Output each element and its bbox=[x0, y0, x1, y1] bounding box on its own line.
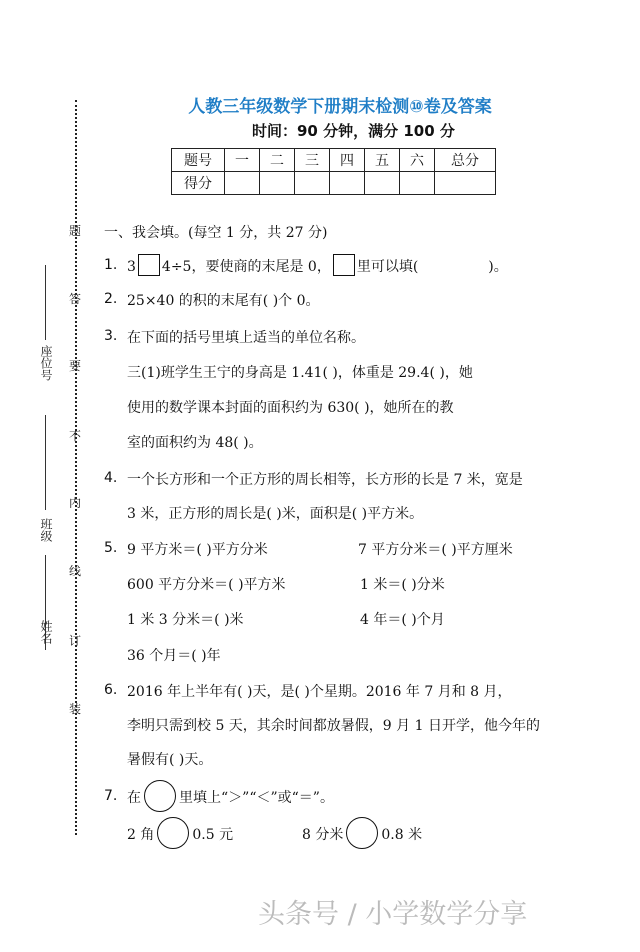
table-cell: 得分 bbox=[172, 172, 225, 195]
question-7-intro bbox=[127, 780, 334, 812]
table-cell: 一 bbox=[225, 149, 260, 172]
table-cell: 五 bbox=[365, 149, 400, 172]
question-2-text: 25×40 的积的末尾有( )个 0。 bbox=[127, 293, 320, 309]
question-4-line: 3 米，正方形的周长是( )米，面积是( )平方米。 bbox=[127, 506, 424, 522]
watermark: 头条号 / 小学数学分享 bbox=[258, 899, 528, 930]
question-number: 3. bbox=[104, 328, 118, 344]
binding-dotted-line bbox=[75, 100, 77, 835]
answer-circle[interactable] bbox=[157, 817, 189, 849]
question-number: 6. bbox=[104, 682, 118, 698]
seat-number-label: 座位号 bbox=[39, 345, 53, 381]
exam-title: 人教三年级数学下册期末检测⑩卷及答案 bbox=[188, 97, 492, 117]
answer-circle[interactable] bbox=[346, 817, 378, 849]
question-6-line: 暑假有( )天。 bbox=[127, 752, 213, 768]
score-input-cell[interactable] bbox=[365, 172, 400, 195]
score-input-cell[interactable] bbox=[435, 172, 496, 195]
q1-text-b: 4÷5，要使商的末尾是 0， bbox=[161, 259, 331, 275]
score-input-cell[interactable] bbox=[295, 172, 330, 195]
binding-char: 订 bbox=[69, 634, 82, 648]
binding-char: 不 bbox=[69, 429, 82, 443]
binding-char: 线 bbox=[69, 564, 82, 578]
conversion-item: 600 平方分米＝( )平方米 bbox=[127, 577, 286, 593]
table-cell: 题号 bbox=[172, 149, 225, 172]
conversion-item: 36 个月＝( )年 bbox=[127, 648, 221, 664]
score-input-cell[interactable] bbox=[330, 172, 365, 195]
question-3-line: 三(1)班学生王宁的身高是 1.41( )，体重是 29.4( )，她 bbox=[127, 365, 473, 381]
compare-right-b: 0.8 米 bbox=[381, 827, 423, 843]
q1-text-c: 里可以填( bbox=[356, 259, 419, 275]
q7-intro-a: 在 bbox=[127, 790, 141, 806]
question-1 bbox=[127, 254, 508, 276]
compare-left-b: 0.5 元 bbox=[192, 827, 234, 843]
question-6-line: 李明只需到校 5 天，其余时间都放暑假，9 月 1 日开学，他今年的 bbox=[127, 718, 540, 734]
compare-right-a: 8 分米 bbox=[302, 827, 344, 843]
question-number: 2. bbox=[104, 291, 118, 307]
score-table bbox=[171, 148, 496, 195]
question-number: 1. bbox=[104, 257, 118, 273]
name-label: 姓名 bbox=[39, 620, 53, 644]
compare-item-right bbox=[302, 817, 422, 849]
class-label: 班级 bbox=[39, 518, 53, 542]
question-3-line: 使用的数学课本封面的面积约为 630( )，她所在的教 bbox=[127, 400, 454, 416]
table-cell: 六 bbox=[400, 149, 435, 172]
conversion-item: 1 米 3 分米＝( )米 bbox=[127, 612, 244, 628]
score-input-cell[interactable] bbox=[260, 172, 295, 195]
conversion-item: 1 米＝( )分米 bbox=[360, 577, 445, 593]
score-table-score-row bbox=[172, 172, 496, 195]
conversion-item: 4 年＝( )个月 bbox=[360, 612, 445, 628]
seat-number-blank[interactable] bbox=[45, 265, 46, 340]
score-input-cell[interactable] bbox=[400, 172, 435, 195]
score-input-cell[interactable] bbox=[225, 172, 260, 195]
compare-item-left bbox=[127, 817, 233, 849]
binding-char: 题 bbox=[69, 224, 82, 238]
table-cell: 四 bbox=[330, 149, 365, 172]
table-cell: 二 bbox=[260, 149, 295, 172]
compare-left-a: 2 角 bbox=[127, 827, 155, 843]
question-4-line: 一个长方形和一个正方形的周长相等，长方形的长是 7 米，宽是 bbox=[127, 472, 523, 488]
binding-char: 装 bbox=[69, 702, 82, 716]
table-cell: 三 bbox=[295, 149, 330, 172]
question-6-line: 2016 年上半年有( )天，是( )个星期。2016 年 7 月和 8 月， bbox=[127, 684, 512, 700]
table-cell: 总分 bbox=[435, 149, 496, 172]
answer-box[interactable] bbox=[138, 254, 160, 276]
question-3-intro: 在下面的括号里填上适当的单位名称。 bbox=[127, 330, 365, 346]
question-number: 5. bbox=[104, 540, 118, 556]
q1-text-a: 3 bbox=[127, 259, 136, 275]
answer-box[interactable] bbox=[333, 254, 355, 276]
class-blank[interactable] bbox=[45, 415, 46, 510]
q1-text-d: )。 bbox=[488, 259, 508, 275]
binding-char: 要 bbox=[69, 359, 82, 373]
question-number: 7. bbox=[104, 788, 118, 804]
score-table-header-row bbox=[172, 149, 496, 172]
conversion-item: 7 平方分米＝( )平方厘米 bbox=[358, 542, 513, 558]
question-3-line: 室的面积约为 48( )。 bbox=[127, 435, 263, 451]
question-number: 4. bbox=[104, 470, 118, 486]
q7-intro-b: 里填上“＞”“＜”或“＝”。 bbox=[179, 790, 334, 806]
conversion-item: 9 平方米＝( )平方分米 bbox=[127, 542, 268, 558]
binding-char: 答 bbox=[69, 292, 82, 306]
binding-char: 内 bbox=[69, 496, 82, 510]
section-heading: 一、我会填。(每空 1 分，共 27 分) bbox=[104, 225, 328, 241]
exam-subtitle: 时间：90 分钟，满分 100 分 bbox=[252, 122, 455, 140]
answer-circle[interactable] bbox=[144, 780, 176, 812]
